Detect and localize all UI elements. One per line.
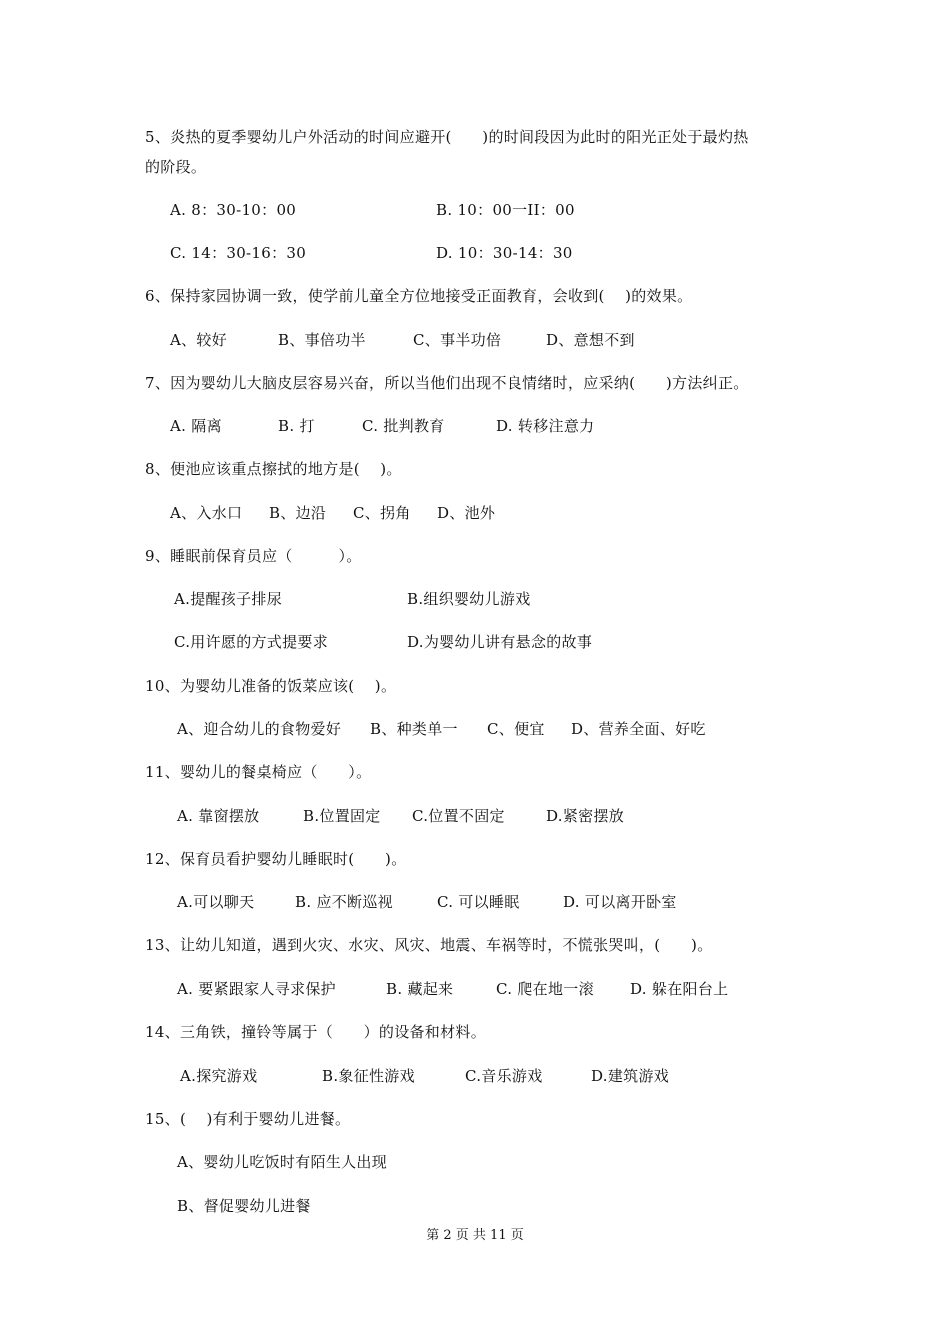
question-8-option-d: D、池外 — [437, 504, 496, 522]
question-6-option-a: A、较好 — [170, 331, 228, 349]
question-13: 13、让幼儿知道，遇到火灾、水灾、风灾、地震、车祸等时，不慌张哭叫，( )。 — [145, 936, 713, 954]
question-12: 12、保育员看护婴幼儿睡眠时( )。 — [145, 850, 407, 868]
question-13-option-d: D. 躲在阳台上 — [630, 980, 729, 998]
question-6-option-d: D、意想不到 — [546, 331, 635, 349]
question-12-option-d: D. 可以离开卧室 — [563, 893, 677, 911]
question-10-option-d: D、营养全面、好吃 — [571, 720, 706, 738]
page-number-footer: 第 2 页 共 11 页 — [426, 1228, 524, 1243]
question-15-option-b: B、督促婴幼儿进餐 — [177, 1197, 311, 1215]
question-11-option-a: A. 靠窗摆放 — [177, 807, 260, 825]
question-5-option-a: A. 8：30-10：00 — [170, 201, 297, 219]
question-10-option-c: C、便宜 — [487, 720, 545, 738]
question-12-option-a: A.可以聊天 — [177, 893, 255, 911]
question-12-option-c: C. 可以睡眠 — [437, 893, 520, 911]
question-15: 15、( )有利于婴幼儿进餐。 — [145, 1110, 351, 1128]
question-8-option-b: B、边沿 — [269, 504, 327, 522]
question-11-option-c: C.位置不固定 — [412, 807, 505, 825]
question-8-option-c: C、拐角 — [353, 504, 411, 522]
question-11-option-d: D.紧密摆放 — [546, 807, 625, 825]
question-14-option-a: A.探究游戏 — [180, 1067, 258, 1085]
question-8: 8、便池应该重点擦拭的地方是( )。 — [145, 460, 402, 478]
question-14-option-b: B.象征性游戏 — [322, 1067, 415, 1085]
question-5-option-c: C. 14：30-16：30 — [170, 244, 307, 262]
question-9: 9、睡眠前保育员应（ ）。 — [145, 547, 362, 565]
question-7-option-d: D. 转移注意力 — [496, 417, 595, 435]
question-12-option-b: B. 应不断巡视 — [295, 893, 393, 911]
question-9-option-d: D.为婴幼儿讲有悬念的故事 — [407, 633, 593, 651]
question-13-option-b: B. 藏起来 — [386, 980, 454, 998]
question-14: 14、三角铁，撞铃等属于（ ）的设备和材料。 — [145, 1023, 486, 1041]
question-7-option-a: A. 隔离 — [170, 417, 222, 435]
question-14-option-c: C.音乐游戏 — [465, 1067, 543, 1085]
question-13-option-c: C. 爬在地一滚 — [496, 980, 594, 998]
question-6: 6、保持家园协调一致，使学前儿童全方位地接受正面教育，会收到( )的效果。 — [145, 287, 693, 305]
question-7-option-b: B. 打 — [278, 417, 315, 435]
question-9-option-c: C.用许愿的方式提要求 — [174, 633, 329, 651]
question-5-option-d: D. 10：30-14：30 — [436, 244, 573, 262]
question-9-option-a: A.提醒孩子排尿 — [174, 590, 283, 608]
question-6-option-c: C、事半功倍 — [413, 331, 502, 349]
question-6-option-b: B、事倍功半 — [278, 331, 366, 349]
question-10-option-a: A、迎合幼儿的食物爱好 — [177, 720, 342, 738]
question-9-option-b: B.组织婴幼儿游戏 — [407, 590, 531, 608]
question-14-option-d: D.建筑游戏 — [591, 1067, 670, 1085]
question-15-option-a: A、婴幼儿吃饭时有陌生人出现 — [177, 1153, 388, 1171]
question-5-option-b: B. 10：00一II：00 — [436, 201, 575, 219]
question-5-line-1: 5、炎热的夏季婴幼儿户外活动的时间应避开( )的时间段因为此时的阳光正处于最灼热 — [145, 128, 749, 146]
question-13-option-a: A. 要紧跟家人寻求保护 — [177, 980, 336, 998]
question-7: 7、因为婴幼儿大脑皮层容易兴奋，所以当他们出现不良情绪时，应采纳( )方法纠正。 — [145, 374, 749, 392]
question-11: 11、婴幼儿的餐桌椅应（ ）。 — [145, 763, 372, 781]
question-11-option-b: B.位置固定 — [303, 807, 381, 825]
question-5-line-2: 的阶段。 — [145, 158, 207, 176]
question-7-option-c: C. 批判教育 — [362, 417, 445, 435]
question-10-option-b: B、种类单一 — [370, 720, 458, 738]
question-8-option-a: A、入水口 — [170, 504, 243, 522]
question-10: 10、为婴幼儿准备的饭菜应该( )。 — [145, 677, 397, 695]
